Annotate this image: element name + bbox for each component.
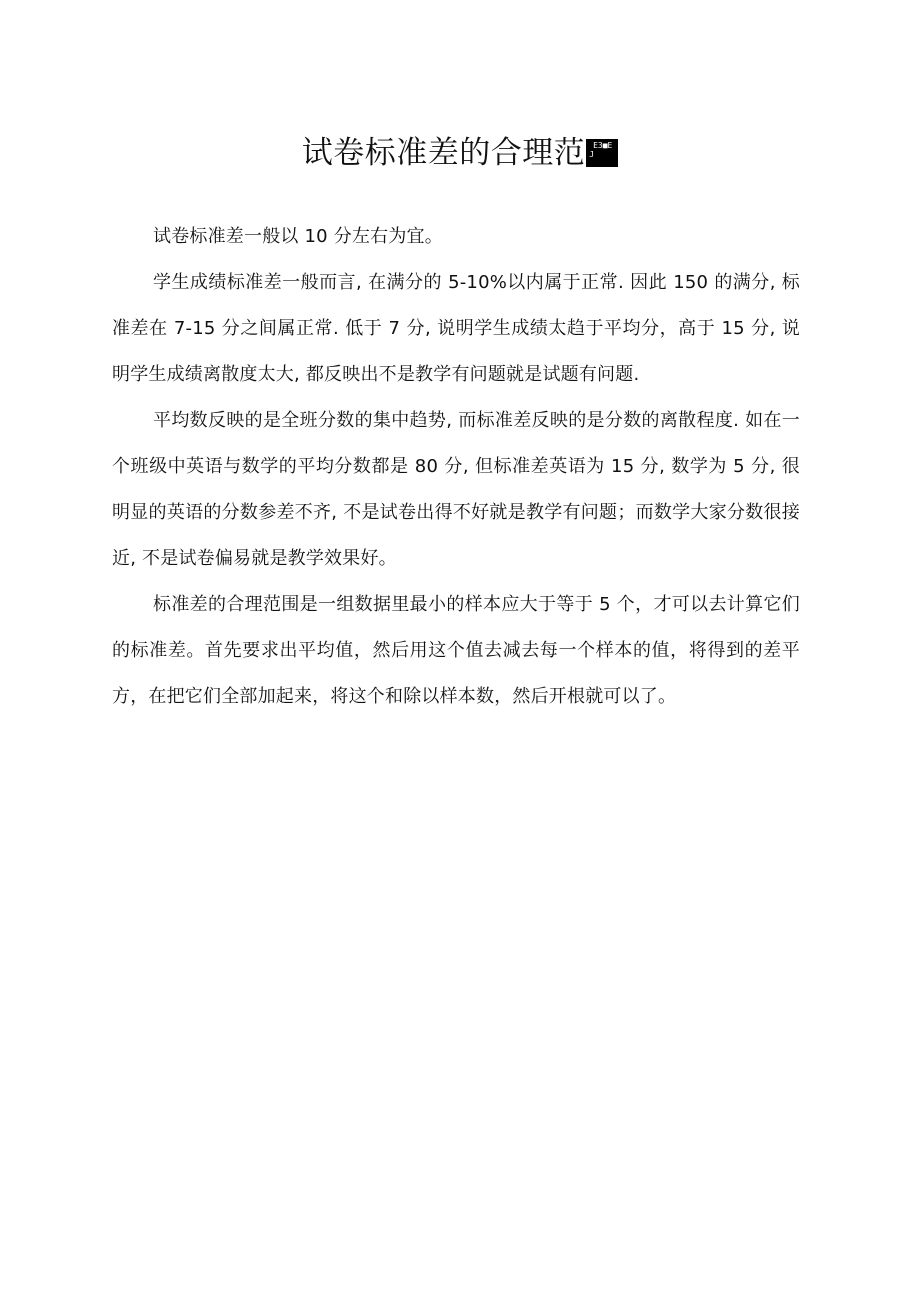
paragraph-intro: 试卷标准差一般以 10 分左右为宜。 bbox=[153, 226, 443, 247]
title-text: 试卷标准差的合理范 bbox=[301, 135, 586, 171]
glyph-box-bottom-text: J bbox=[589, 150, 595, 159]
missing-glyph-icon bbox=[586, 139, 618, 167]
document-body bbox=[112, 214, 800, 720]
paragraph-calculation: 标准差的合理范围是一组数据里最小的样本应大于等于 5 个，才可以去计算它们的标准差。首先要求出平均值，然后用这个值去减去每一个样本的值，将得到的差平方，在把它们全部加起来，将这个和除以样本数，然后开根就可以了。 bbox=[112, 594, 800, 707]
page-title bbox=[0, 128, 920, 178]
paragraph-normal-range: 学生成绩标准差一般而言, 在满分的 5-10%以内属于正常. 因此 150 的满分, 标准差在 7-15 分之间属正常. 低于 7 分, 说明学生成绩太趋于平均分，高于 15 分, 说明学生成绩离散度太大, 都反映出不是教学有问题就是试题有问题. bbox=[112, 272, 800, 385]
glyph-box-top-text: E3■E bbox=[593, 141, 613, 150]
paragraph-mean-vs-std: 平均数反映的是全班分数的集中趋势, 而标准差反映的是分数的离散程度. 如在一个班级中英语与数学的平均分数都是 80 分, 但标准差英语为 15 分, 数学为 5 分, 很明显的英语的分数参差不齐, 不是试卷出得不好就是教学有问题；而数学大家分数很接近, 不是试卷偏易就是教学效果好。 bbox=[112, 410, 800, 569]
